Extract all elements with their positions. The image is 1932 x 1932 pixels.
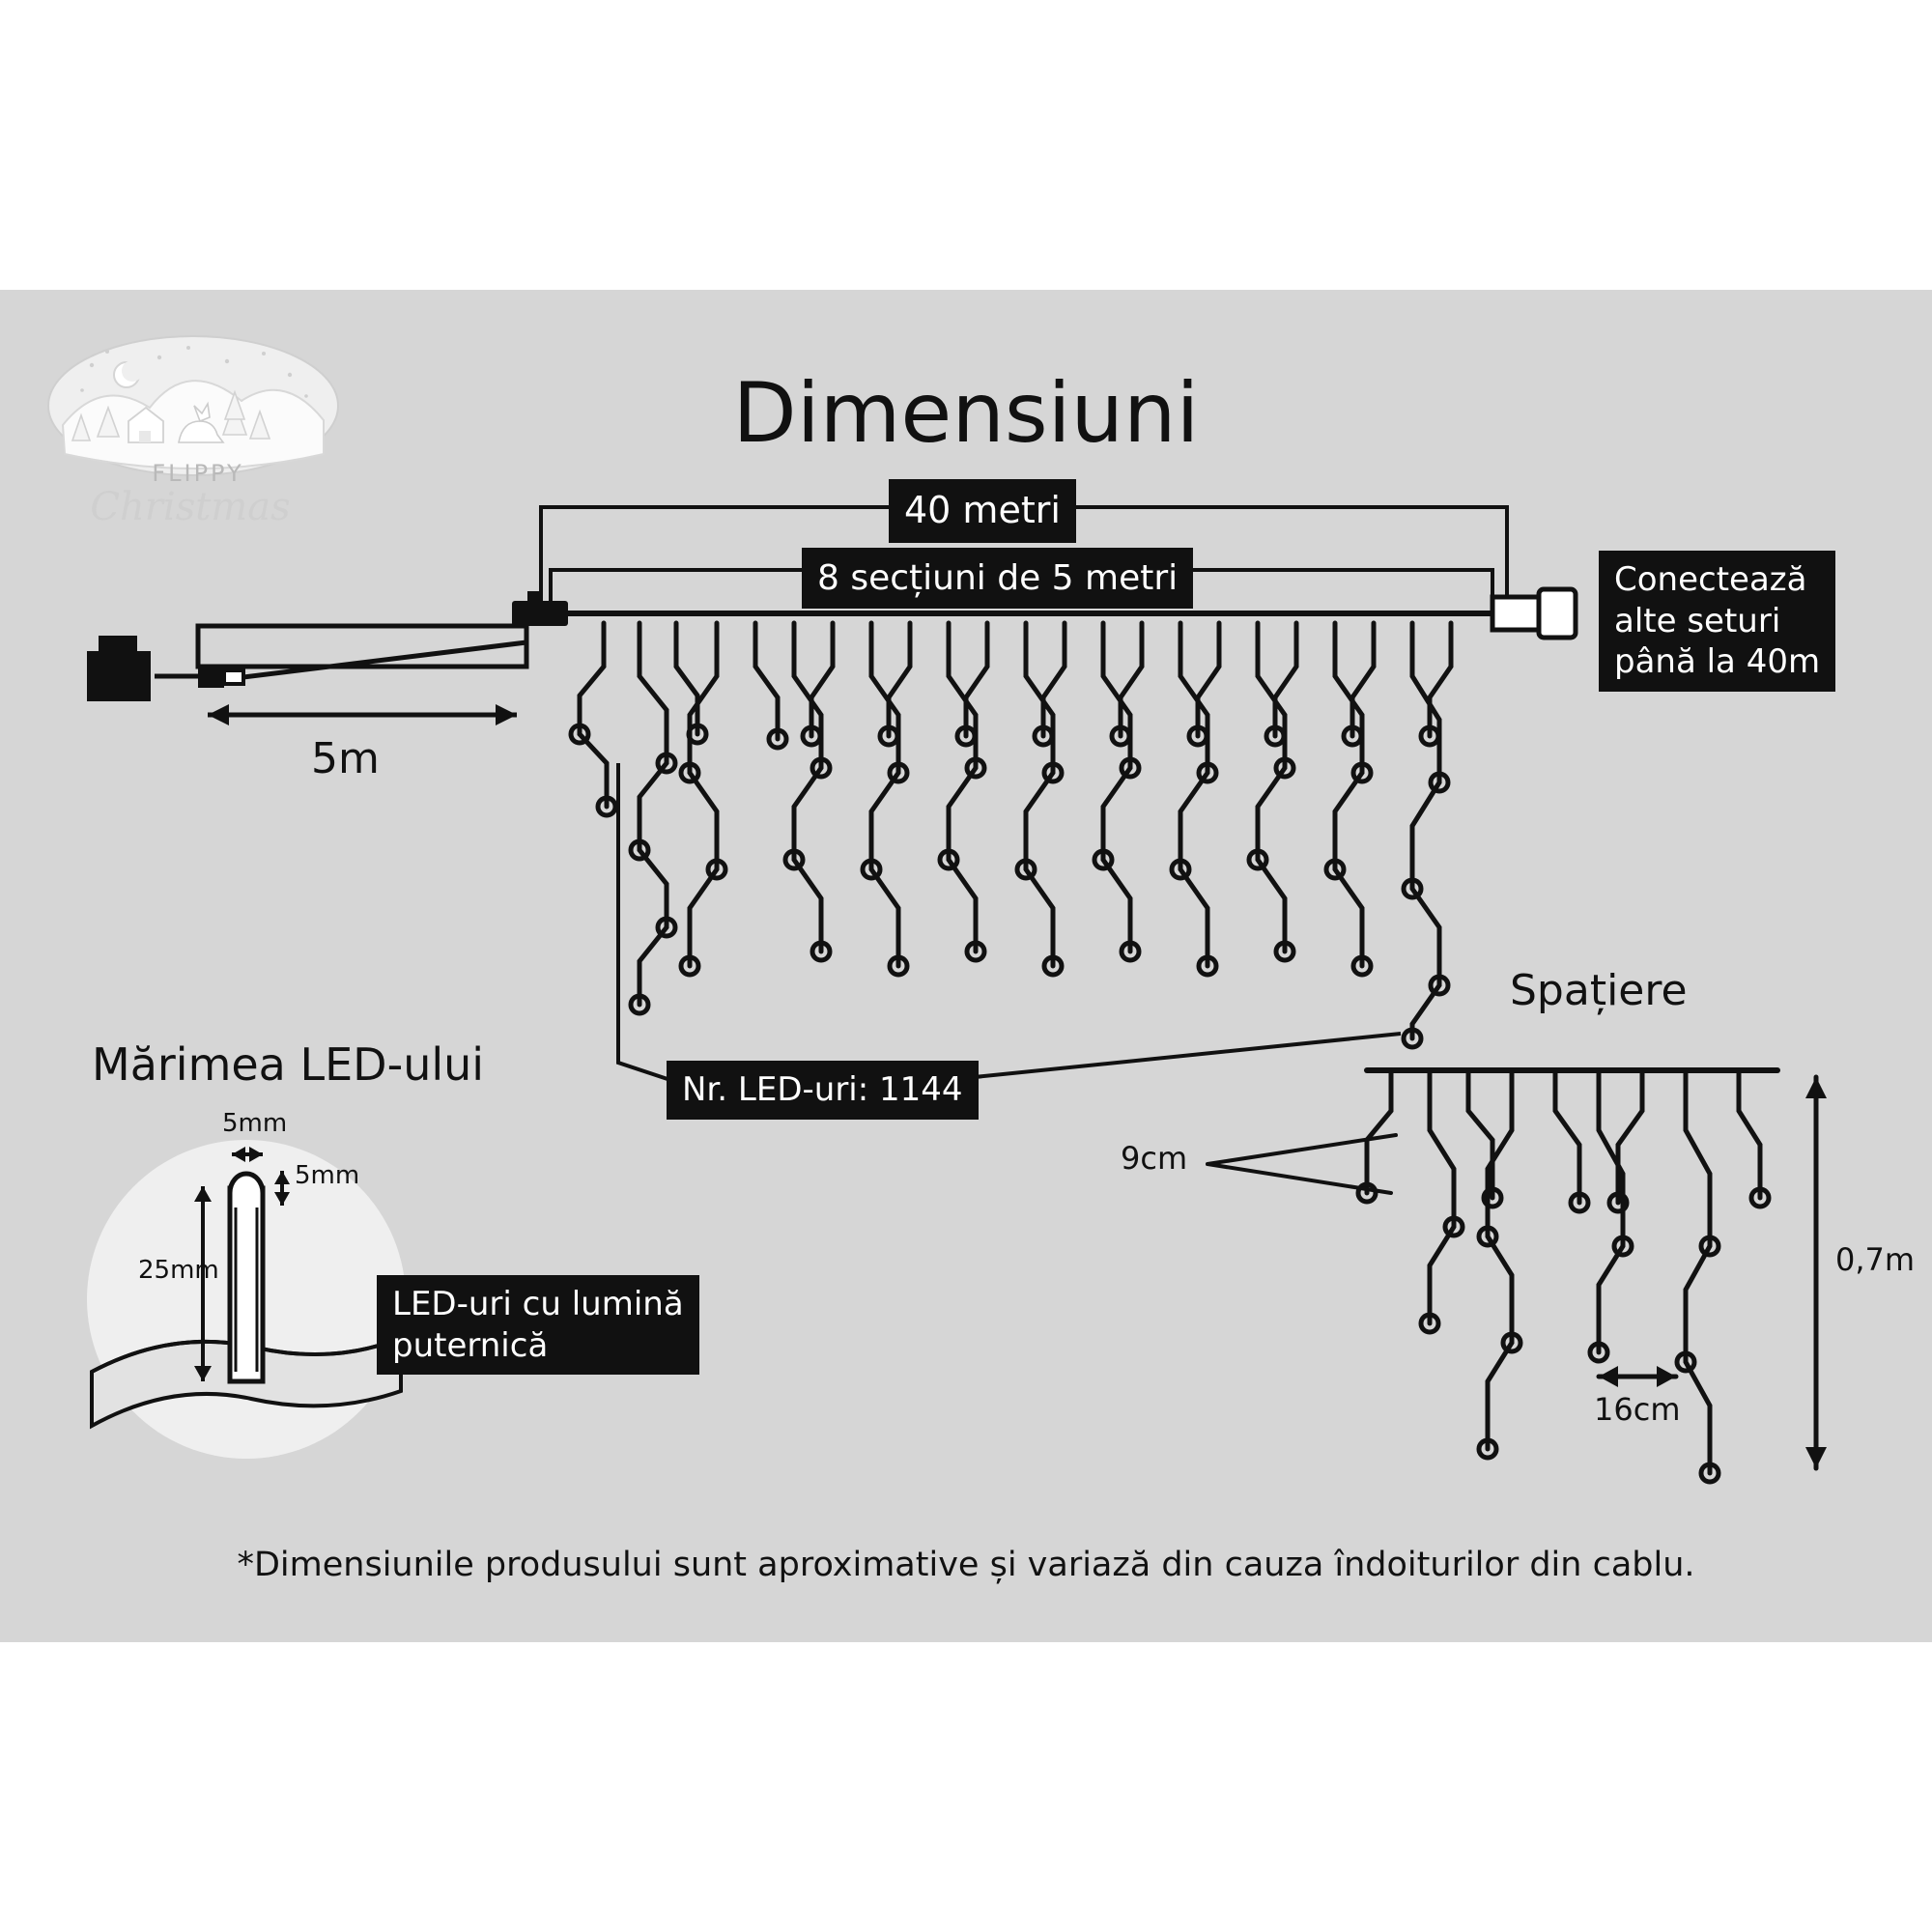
label-spacing-drop: 9cm bbox=[1121, 1140, 1188, 1177]
label-total-length: 40 metri bbox=[889, 479, 1076, 543]
led-brightness-line-1: LED-uri cu lumină bbox=[392, 1285, 684, 1323]
icicle-strands bbox=[571, 623, 1451, 1047]
label-curtain-height: 0,7m bbox=[1835, 1241, 1916, 1278]
led-brightness-line-2: puternică bbox=[392, 1325, 549, 1365]
label-connect-note bbox=[1599, 551, 1835, 692]
label-led-brightness bbox=[377, 1275, 699, 1375]
label-led-dome: 5mm bbox=[295, 1161, 360, 1190]
label-led-count: Nr. LED-uri: 1144 bbox=[667, 1061, 979, 1120]
connect-note-line-3: până la 40m bbox=[1614, 642, 1821, 681]
label-spacing-horizontal: 16cm bbox=[1594, 1391, 1681, 1428]
connect-note-line-2: alte seturi bbox=[1614, 601, 1781, 640]
page-title: Dimensiuni bbox=[732, 365, 1200, 462]
label-led-width: 5mm bbox=[222, 1109, 288, 1138]
label-sections: 8 secțiuni de 5 metri bbox=[802, 548, 1193, 609]
footnote: *Dimensiunile produsului sunt aproximative și variază din cauza îndoiturilor din cablu. bbox=[237, 1546, 1695, 1584]
label-spacing-title: Spațiere bbox=[1510, 966, 1688, 1015]
label-led-total: 25mm bbox=[138, 1256, 219, 1285]
connect-note-line-1: Conectează bbox=[1614, 560, 1807, 599]
label-led-size-title: Mărimea LED-ului bbox=[92, 1038, 485, 1091]
label-lead-length: 5m bbox=[311, 734, 380, 783]
brand-name-primary: FLIPPY bbox=[152, 460, 244, 487]
brand-name-secondary: Christmas bbox=[90, 485, 291, 529]
spacing-detail bbox=[1208, 1070, 1827, 1482]
